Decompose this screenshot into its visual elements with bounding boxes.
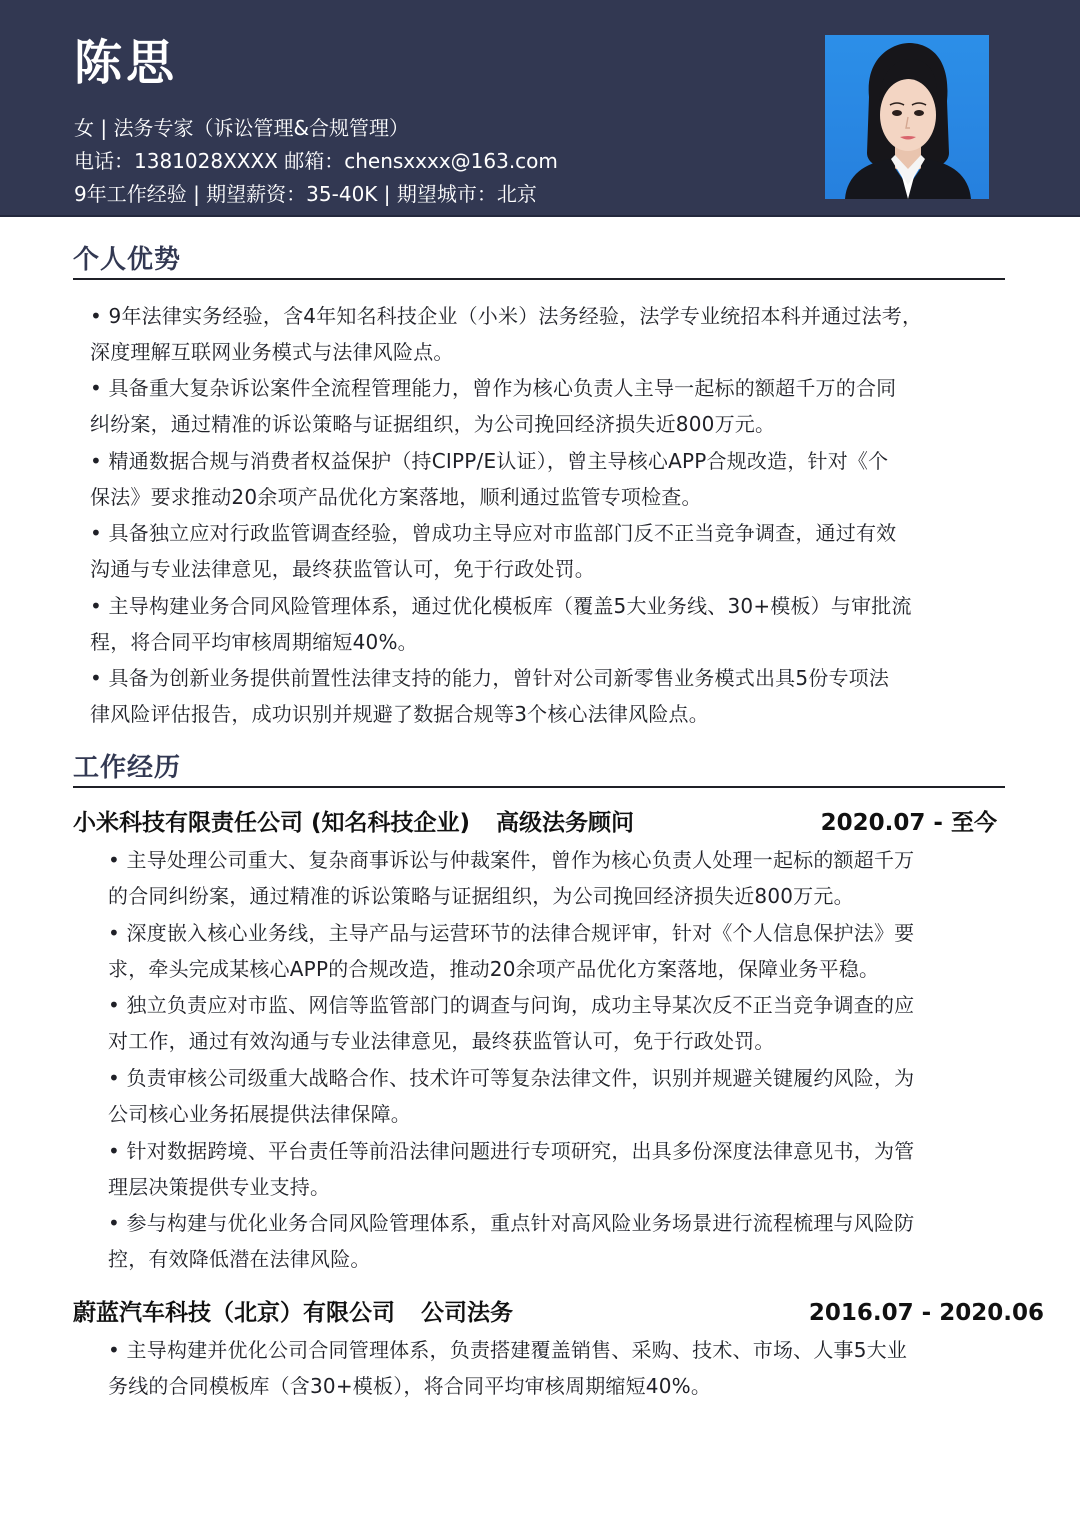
section-divider (73, 786, 1005, 788)
duty-item: • 参与构建与优化业务合同风险管理体系，重点针对高风险业务场景进行流程梳理与风险防 控，有效降低潜在法律风险。 (108, 1211, 915, 1271)
duty-item: • 负责审核公司级重大战略合作、技术许可等复杂法律文件，识别并规避关键履约风险，为 公司核心业务拓展提供法律保障。 (108, 1066, 915, 1126)
profile-photo (825, 35, 989, 199)
contact-line: 电话：1381028XXXX 邮箱：chensxxxx@163.com (74, 149, 558, 173)
job-date: 2016.07 - 2020.06 (808, 1300, 1044, 1326)
advantage-item: • 主导构建业务合同风险管理体系，通过优化模板库（覆盖5大业务线、30+模板）与审批流 程，将合同平均审核周期缩短40%。 (90, 594, 912, 654)
duty-item: • 独立负责应对市监、网信等监管部门的调查与问询，成功主导某次反不正当竞争调查的应 对工作，通过有效沟通与专业法律意见，最终获监管认可，免于行政处罚。 (108, 993, 915, 1053)
section-divider (73, 278, 1005, 280)
job-heading (73, 1295, 513, 1331)
gender-title-line: 女 | 法务专家（诉讼管理&合规管理） (74, 116, 410, 140)
job-company: 蔚蓝汽车科技（北京）有限公司 (73, 1300, 395, 1326)
header-banner (0, 0, 1080, 217)
advantage-item: • 具备独立应对行政监管调查经验，曾成功主导应对市监部门反不正当竞争调查，通过有效 沟通与专业法律意见，最终获监管认可，免于行政处罚。 (90, 521, 897, 581)
job-role: 高级法务顾问 (496, 810, 635, 836)
job-date: 2020.07 - 至今 (820, 810, 997, 836)
section-title-advantages: 个人优势 (73, 245, 182, 275)
expectation-line: 9年工作经验 | 期望薪资：35-40K | 期望城市：北京 (74, 182, 537, 206)
duty-item: • 主导处理公司重大、复杂商事诉讼与仲裁案件，曾作为核心负责人处理一起标的额超千万 的合同纠纷案，通过精准的诉讼策略与证据组织，为公司挽回经济损失近800万元。 (108, 848, 915, 908)
job-heading (73, 805, 634, 841)
advantage-item: • 9年法律实务经验，含4年知名科技企业（小米）法务经验，法学专业统招本科并通过法考， 深度理解互联网业务模式与法律风险点。 (90, 304, 923, 364)
portrait-illustration (825, 35, 989, 199)
duty-item: • 针对数据跨境、平台责任等前沿法律问题进行专项研究，出具多份深度法律意见书，为管 理层决策提供专业支持。 (108, 1139, 915, 1199)
job-role: 公司法务 (421, 1300, 513, 1326)
duty-item: • 深度嵌入核心业务线，主导产品与运营环节的法律合规评审，针对《个人信息保护法》要 求，牵头完成某核心APP的合规改造，推动20余项产品优化方案落地，保障业务平稳。 (108, 921, 915, 981)
advantage-item: • 具备重大复杂诉讼案件全流程管理能力，曾作为核心负责人主导一起标的额超千万的合同 纠纷案，通过精准的诉讼策略与证据组织，为公司挽回经济损失近800万元。 (90, 376, 897, 436)
candidate-name: 陈思 (74, 35, 179, 91)
advantage-item: • 具备为创新业务提供前置性法律支持的能力，曾针对公司新零售业务模式出具5份专项法 律风险评估报告，成功识别并规避了数据合规等3个核心法律风险点。 (90, 666, 890, 726)
section-title-experience: 工作经历 (73, 753, 182, 783)
advantage-item: • 精通数据合规与消费者权益保护（持CIPP/E认证），曾主导核心APP合规改造，针对《个 保法》要求推动20余项产品优化方案落地，顺利通过监管专项检查。 (90, 449, 889, 509)
duty-item: • 主导构建并优化公司合同管理体系，负责搭建覆盖销售、采购、技术、市场、人事5大业 务线的合同模板库（含30+模板），将合同平均审核周期缩短40%。 (108, 1338, 908, 1398)
job-company: 小米科技有限责任公司 (知名科技企业) (73, 810, 471, 836)
